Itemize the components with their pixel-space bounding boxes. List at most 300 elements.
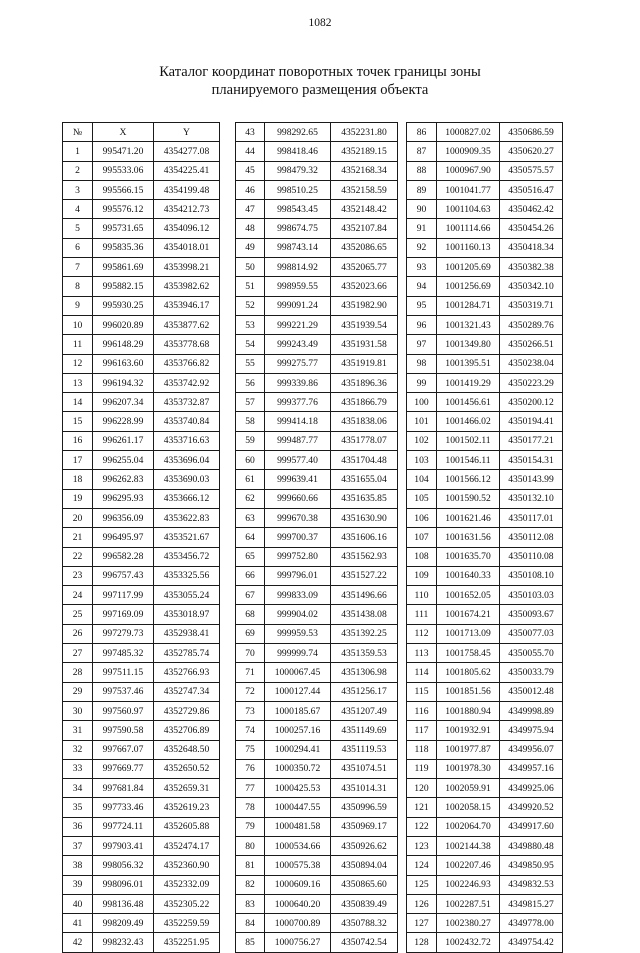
y-coordinate-cell: 4351207.49 [331, 701, 398, 720]
point-number-cell: 82 [236, 875, 265, 894]
point-number-cell: 32 [63, 740, 93, 759]
point-number-cell: 49 [236, 238, 265, 257]
point-number-cell: 28 [63, 663, 93, 682]
y-coordinate-cell: 4351931.58 [331, 335, 398, 354]
y-coordinate-cell: 4352086.65 [331, 238, 398, 257]
table-row [407, 740, 563, 759]
point-number-cell: 23 [63, 566, 93, 585]
table-row [236, 161, 398, 180]
table-row [63, 296, 220, 315]
y-coordinate-cell: 4353690.03 [154, 470, 220, 489]
y-coordinate-cell: 4353982.62 [154, 277, 220, 296]
x-coordinate-cell: 1001456.61 [437, 393, 500, 412]
table-row [407, 836, 563, 855]
y-coordinate-cell: 4351919.81 [331, 354, 398, 373]
x-coordinate-cell: 1001566.12 [437, 470, 500, 489]
table-row [236, 451, 398, 470]
point-number-cell: 64 [236, 528, 265, 547]
x-coordinate-cell: 1000067.45 [265, 663, 331, 682]
table-row [236, 373, 398, 392]
point-number-cell: 89 [407, 180, 437, 199]
x-coordinate-cell: 1000534.66 [265, 836, 331, 855]
page-number: 1082 [308, 17, 332, 29]
table-row [407, 354, 563, 373]
y-coordinate-cell: 4350112.08 [500, 528, 563, 547]
table-row [63, 528, 220, 547]
x-coordinate-cell: 1002207.46 [437, 856, 500, 875]
x-coordinate-cell: 999221.29 [265, 315, 331, 334]
x-coordinate-cell: 1000294.41 [265, 740, 331, 759]
x-coordinate-cell: 1002064.70 [437, 817, 500, 836]
y-coordinate-cell: 4351982.90 [331, 296, 398, 315]
table-row [407, 489, 563, 508]
table-row [407, 180, 563, 199]
x-coordinate-cell: 1001932.91 [437, 721, 500, 740]
table-row [236, 663, 398, 682]
y-coordinate-cell: 4353456.72 [154, 547, 220, 566]
point-number-cell: 2 [63, 161, 93, 180]
point-number-cell: 104 [407, 470, 437, 489]
point-number-cell: 121 [407, 798, 437, 817]
table-row [63, 856, 220, 875]
y-coordinate-cell: 4350839.49 [331, 894, 398, 913]
table-row [407, 335, 563, 354]
point-number-cell: 17 [63, 451, 93, 470]
table-row [236, 798, 398, 817]
x-coordinate-cell: 997560.97 [93, 701, 154, 720]
table-row [407, 721, 563, 740]
table-row [236, 180, 398, 199]
x-coordinate-cell: 996207.34 [93, 393, 154, 412]
point-number-cell: 127 [407, 914, 437, 933]
point-number-cell: 111 [407, 605, 437, 624]
y-coordinate-cell: 4349778.00 [500, 914, 563, 933]
x-coordinate-cell: 1000756.27 [265, 933, 331, 952]
y-coordinate-cell: 4352189.15 [331, 142, 398, 161]
point-number-cell: 6 [63, 238, 93, 257]
y-coordinate-cell: 4353716.63 [154, 431, 220, 450]
y-coordinate-cell: 4354225.41 [154, 161, 220, 180]
x-coordinate-cell: 999487.77 [265, 431, 331, 450]
table-row [63, 161, 220, 180]
x-coordinate-cell: 1000257.16 [265, 721, 331, 740]
x-coordinate-cell: 1001758.45 [437, 644, 500, 663]
coordinates-catalog [62, 122, 582, 949]
y-coordinate-cell: 4352107.84 [331, 219, 398, 238]
point-number-cell: 11 [63, 335, 93, 354]
point-number-cell: 98 [407, 354, 437, 373]
x-coordinate-cell: 997669.77 [93, 759, 154, 778]
x-coordinate-cell: 997485.32 [93, 644, 154, 663]
point-number-cell: 87 [407, 142, 437, 161]
y-coordinate-cell: 4350110.08 [500, 547, 563, 566]
x-coordinate-cell: 1001160.13 [437, 238, 500, 257]
y-coordinate-cell: 4351438.08 [331, 605, 398, 624]
point-number-cell: 46 [236, 180, 265, 199]
y-coordinate-cell: 4350454.26 [500, 219, 563, 238]
y-coordinate-cell: 4350143.99 [500, 470, 563, 489]
table-row [407, 470, 563, 489]
y-coordinate-cell: 4352729.86 [154, 701, 220, 720]
y-coordinate-cell: 4353696.04 [154, 451, 220, 470]
y-coordinate-cell: 4350575.57 [500, 161, 563, 180]
x-coordinate-cell: 996261.17 [93, 431, 154, 450]
x-coordinate-cell: 1001635.70 [437, 547, 500, 566]
x-coordinate-cell: 1000967.90 [437, 161, 500, 180]
y-coordinate-cell: 4350516.47 [500, 180, 563, 199]
x-coordinate-cell: 996163.60 [93, 354, 154, 373]
y-coordinate-cell: 4352605.88 [154, 817, 220, 836]
x-coordinate-cell: 1000481.58 [265, 817, 331, 836]
table-row [236, 508, 398, 527]
point-number-cell: 40 [63, 894, 93, 913]
table-row [407, 393, 563, 412]
table-row [63, 508, 220, 527]
point-number-cell: 25 [63, 605, 93, 624]
x-coordinate-cell: 1002059.91 [437, 779, 500, 798]
y-coordinate-cell: 4351496.66 [331, 586, 398, 605]
table-row [407, 412, 563, 431]
x-coordinate-cell: 1000909.35 [437, 142, 500, 161]
table-row [407, 933, 563, 952]
x-coordinate-cell: 997169.09 [93, 605, 154, 624]
y-coordinate-cell: 4350093.67 [500, 605, 563, 624]
x-coordinate-cell: 1001104.63 [437, 200, 500, 219]
point-number-cell: 78 [236, 798, 265, 817]
point-number-cell: 31 [63, 721, 93, 740]
table-row [407, 663, 563, 682]
point-number-cell: 54 [236, 335, 265, 354]
x-coordinate-cell: 1000447.55 [265, 798, 331, 817]
y-coordinate-cell: 4351562.93 [331, 547, 398, 566]
x-coordinate-cell: 997733.46 [93, 798, 154, 817]
table-row [63, 547, 220, 566]
table-row [407, 875, 563, 894]
table-row [407, 914, 563, 933]
point-number-cell: 66 [236, 566, 265, 585]
table-row [63, 836, 220, 855]
x-coordinate-cell: 998543.45 [265, 200, 331, 219]
point-number-cell: 115 [407, 682, 437, 701]
point-number-cell: 91 [407, 219, 437, 238]
y-coordinate-cell: 4349925.06 [500, 779, 563, 798]
table-row [236, 354, 398, 373]
table-row [407, 586, 563, 605]
x-coordinate-cell: 999796.01 [265, 566, 331, 585]
y-coordinate-cell: 4352231.80 [331, 123, 398, 142]
table-row [236, 836, 398, 855]
table-row [63, 624, 220, 643]
x-coordinate-cell: 1000700.89 [265, 914, 331, 933]
x-coordinate-cell: 995471.20 [93, 142, 154, 161]
y-coordinate-cell: 4351704.48 [331, 451, 398, 470]
point-number-cell: 125 [407, 875, 437, 894]
x-coordinate-cell: 995576.12 [93, 200, 154, 219]
point-number-cell: 61 [236, 470, 265, 489]
table-row [236, 219, 398, 238]
point-number-cell: 14 [63, 393, 93, 412]
y-coordinate-cell: 4350238.04 [500, 354, 563, 373]
table-row [236, 200, 398, 219]
point-number-cell: 41 [63, 914, 93, 933]
table-row [63, 315, 220, 334]
y-coordinate-cell: 4351866.79 [331, 393, 398, 412]
y-coordinate-cell: 4352474.17 [154, 836, 220, 855]
x-coordinate-cell: 999752.80 [265, 547, 331, 566]
table-body [407, 123, 563, 953]
y-coordinate-cell: 4352706.89 [154, 721, 220, 740]
x-coordinate-cell: 998136.48 [93, 894, 154, 913]
table-row [236, 412, 398, 431]
table-row [236, 817, 398, 836]
x-coordinate-cell: 1001674.21 [437, 605, 500, 624]
table-row [63, 914, 220, 933]
table-row [236, 238, 398, 257]
y-coordinate-cell: 4351838.06 [331, 412, 398, 431]
y-coordinate-cell: 4352158.59 [331, 180, 398, 199]
table-row [407, 682, 563, 701]
y-coordinate-cell: 4352168.34 [331, 161, 398, 180]
point-number-cell: 19 [63, 489, 93, 508]
table-row [407, 566, 563, 585]
y-coordinate-cell: 4350788.32 [331, 914, 398, 933]
x-coordinate-cell: 1000827.02 [437, 123, 500, 142]
x-coordinate-cell: 1001546.11 [437, 451, 500, 470]
x-coordinate-cell: 997681.84 [93, 779, 154, 798]
y-coordinate-cell: 4353325.56 [154, 566, 220, 585]
x-coordinate-cell: 1001321.43 [437, 315, 500, 334]
table-row [63, 489, 220, 508]
table-row [236, 335, 398, 354]
table-row [236, 393, 398, 412]
point-number-cell: 50 [236, 258, 265, 277]
point-number-cell: 76 [236, 759, 265, 778]
x-coordinate-cell: 1001284.71 [437, 296, 500, 315]
point-number-cell: 4 [63, 200, 93, 219]
coordinates-table-2 [235, 122, 398, 953]
x-coordinate-cell: 1001978.30 [437, 759, 500, 778]
table-row [407, 451, 563, 470]
y-coordinate-cell: 4351149.69 [331, 721, 398, 740]
point-number-cell: 72 [236, 682, 265, 701]
x-coordinate-cell: 996495.97 [93, 528, 154, 547]
x-coordinate-cell: 1000185.67 [265, 701, 331, 720]
point-number-cell: 3 [63, 180, 93, 199]
page-title [0, 63, 640, 99]
x-coordinate-cell: 995861.69 [93, 258, 154, 277]
table-row [63, 180, 220, 199]
y-coordinate-cell: 4350342.10 [500, 277, 563, 296]
point-number-cell: 43 [236, 123, 265, 142]
point-number-cell: 48 [236, 219, 265, 238]
y-coordinate-cell: 4351306.98 [331, 663, 398, 682]
point-number-cell: 117 [407, 721, 437, 740]
table-row [236, 566, 398, 585]
y-coordinate-cell: 4352938.41 [154, 624, 220, 643]
y-coordinate-cell: 4349832.53 [500, 875, 563, 894]
x-coordinate-cell: 998959.55 [265, 277, 331, 296]
point-number-cell: 84 [236, 914, 265, 933]
y-coordinate-cell: 4352332.09 [154, 875, 220, 894]
y-coordinate-cell: 4350418.34 [500, 238, 563, 257]
y-coordinate-cell: 4353778.68 [154, 335, 220, 354]
table-row [63, 875, 220, 894]
point-number-cell: 112 [407, 624, 437, 643]
point-number-cell: 44 [236, 142, 265, 161]
y-coordinate-cell: 4353998.21 [154, 258, 220, 277]
y-coordinate-cell: 4349880.48 [500, 836, 563, 855]
x-coordinate-cell: 998056.32 [93, 856, 154, 875]
x-coordinate-cell: 995533.06 [93, 161, 154, 180]
x-coordinate-cell: 998096.01 [93, 875, 154, 894]
table-row [63, 412, 220, 431]
x-coordinate-cell: 998814.92 [265, 258, 331, 277]
point-number-cell: 119 [407, 759, 437, 778]
point-number-cell: 12 [63, 354, 93, 373]
y-coordinate-cell: 4351655.04 [331, 470, 398, 489]
table-row [236, 721, 398, 740]
y-coordinate-cell: 4352648.50 [154, 740, 220, 759]
table-row [236, 779, 398, 798]
point-number-cell: 16 [63, 431, 93, 450]
point-number-cell: 77 [236, 779, 265, 798]
point-number-cell: 55 [236, 354, 265, 373]
y-coordinate-cell: 4350742.54 [331, 933, 398, 952]
table-row [236, 701, 398, 720]
point-number-cell: 94 [407, 277, 437, 296]
point-number-cell: 109 [407, 566, 437, 585]
point-number-cell: 9 [63, 296, 93, 315]
y-coordinate-cell: 4350865.60 [331, 875, 398, 894]
table-row [63, 894, 220, 913]
point-number-cell: 69 [236, 624, 265, 643]
x-coordinate-cell: 999904.02 [265, 605, 331, 624]
point-number-cell: 15 [63, 412, 93, 431]
table-row [236, 644, 398, 663]
x-coordinate-cell: 996295.93 [93, 489, 154, 508]
header-number: № [63, 123, 93, 142]
x-coordinate-cell: 997724.11 [93, 817, 154, 836]
point-number-cell: 65 [236, 547, 265, 566]
y-coordinate-cell: 4350132.10 [500, 489, 563, 508]
point-number-cell: 52 [236, 296, 265, 315]
x-coordinate-cell: 995731.65 [93, 219, 154, 238]
point-number-cell: 58 [236, 412, 265, 431]
x-coordinate-cell: 1001880.94 [437, 701, 500, 720]
table-row [407, 547, 563, 566]
point-number-cell: 101 [407, 412, 437, 431]
table-row [236, 856, 398, 875]
table-row [236, 489, 398, 508]
point-number-cell: 90 [407, 200, 437, 219]
x-coordinate-cell: 999999.74 [265, 644, 331, 663]
point-number-cell: 20 [63, 508, 93, 527]
point-number-cell: 13 [63, 373, 93, 392]
point-number-cell: 103 [407, 451, 437, 470]
point-number-cell: 108 [407, 547, 437, 566]
y-coordinate-cell: 4350033.79 [500, 663, 563, 682]
table-row [63, 933, 220, 952]
x-coordinate-cell: 998674.75 [265, 219, 331, 238]
x-coordinate-cell: 1001114.66 [437, 219, 500, 238]
x-coordinate-cell: 998209.49 [93, 914, 154, 933]
point-number-cell: 70 [236, 644, 265, 663]
y-coordinate-cell: 4351392.25 [331, 624, 398, 643]
table-row [236, 142, 398, 161]
x-coordinate-cell: 997537.46 [93, 682, 154, 701]
table-row [236, 624, 398, 643]
y-coordinate-cell: 4351778.07 [331, 431, 398, 450]
x-coordinate-cell: 996262.83 [93, 470, 154, 489]
y-coordinate-cell: 4352023.66 [331, 277, 398, 296]
y-coordinate-cell: 4352065.77 [331, 258, 398, 277]
y-coordinate-cell: 4350969.17 [331, 817, 398, 836]
point-number-cell: 97 [407, 335, 437, 354]
table-row [236, 875, 398, 894]
y-coordinate-cell: 4350108.10 [500, 566, 563, 585]
table-row [407, 856, 563, 875]
point-number-cell: 37 [63, 836, 93, 855]
table-row [63, 373, 220, 392]
y-coordinate-cell: 4352148.42 [331, 200, 398, 219]
x-coordinate-cell: 1001466.02 [437, 412, 500, 431]
y-coordinate-cell: 4350177.21 [500, 431, 563, 450]
x-coordinate-cell: 999670.38 [265, 508, 331, 527]
x-coordinate-cell: 1001640.33 [437, 566, 500, 585]
x-coordinate-cell: 1000575.38 [265, 856, 331, 875]
table-row [63, 663, 220, 682]
point-number-cell: 68 [236, 605, 265, 624]
y-coordinate-cell: 4353742.92 [154, 373, 220, 392]
table-row [63, 258, 220, 277]
table-row [63, 451, 220, 470]
y-coordinate-cell: 4350996.59 [331, 798, 398, 817]
table-row [63, 779, 220, 798]
table-row [407, 219, 563, 238]
x-coordinate-cell: 996194.32 [93, 373, 154, 392]
point-number-cell: 92 [407, 238, 437, 257]
table-row [63, 721, 220, 740]
table-row [236, 123, 398, 142]
table-row [63, 740, 220, 759]
point-number-cell: 30 [63, 701, 93, 720]
point-number-cell: 53 [236, 315, 265, 334]
table-row [63, 277, 220, 296]
y-coordinate-cell: 4351606.16 [331, 528, 398, 547]
point-number-cell: 85 [236, 933, 265, 952]
x-coordinate-cell: 1002380.27 [437, 914, 500, 933]
x-coordinate-cell: 998479.32 [265, 161, 331, 180]
x-coordinate-cell: 997511.15 [93, 663, 154, 682]
y-coordinate-cell: 4352619.23 [154, 798, 220, 817]
y-coordinate-cell: 4352785.74 [154, 644, 220, 663]
x-coordinate-cell: 999243.49 [265, 335, 331, 354]
table-row [236, 431, 398, 450]
header-y: Y [154, 123, 220, 142]
table-row [63, 798, 220, 817]
x-coordinate-cell: 998418.46 [265, 142, 331, 161]
table-row [407, 528, 563, 547]
point-number-cell: 24 [63, 586, 93, 605]
point-number-cell: 33 [63, 759, 93, 778]
y-coordinate-cell: 4351014.31 [331, 779, 398, 798]
table-row [63, 200, 220, 219]
table-row [407, 508, 563, 527]
y-coordinate-cell: 4351939.54 [331, 315, 398, 334]
table-row [407, 431, 563, 450]
x-coordinate-cell: 999700.37 [265, 528, 331, 547]
table-row [236, 586, 398, 605]
